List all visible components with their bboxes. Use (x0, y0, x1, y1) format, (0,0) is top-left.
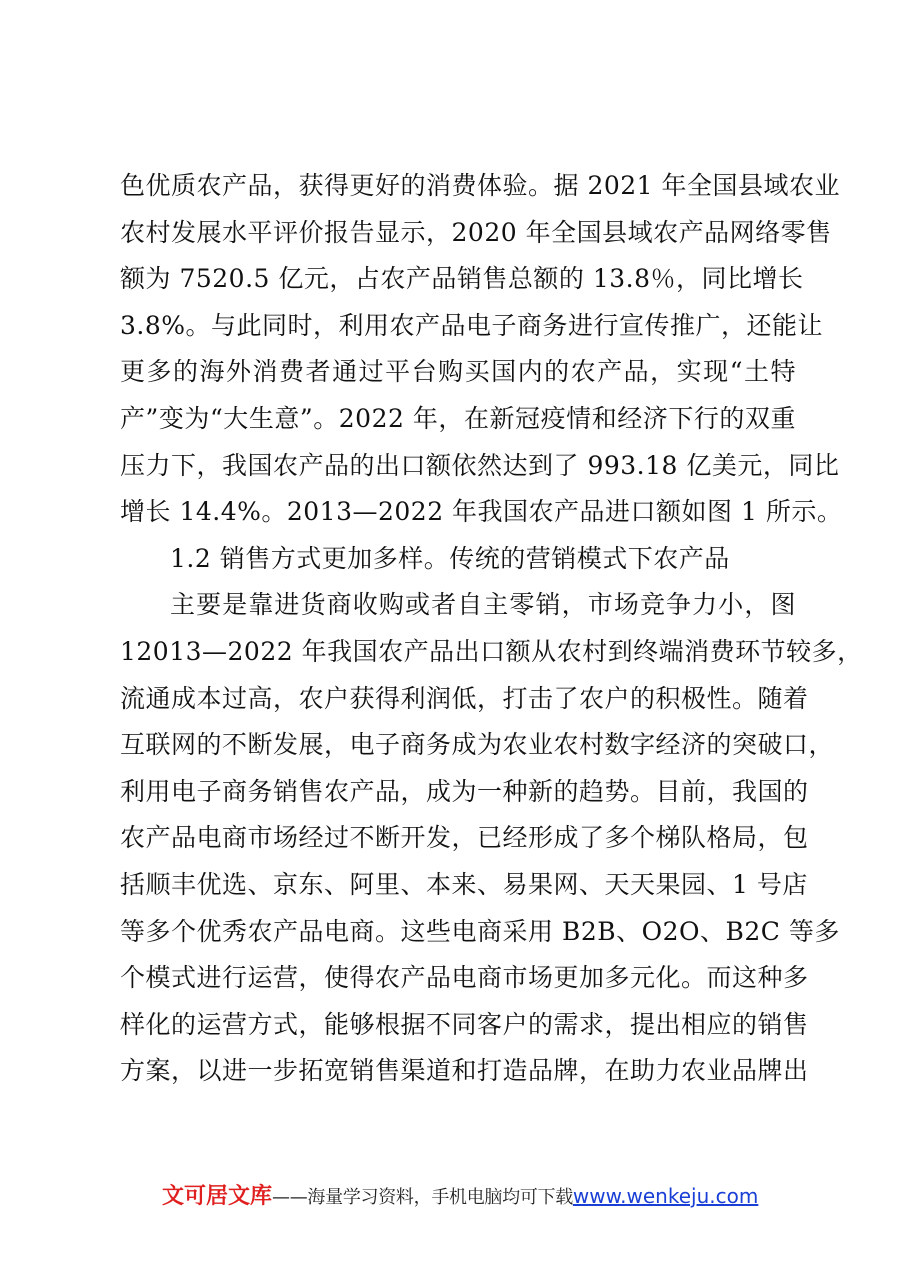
paragraph-line: 方案，以进一步拓宽销售渠道和打造品牌，在助力农业品牌出 (120, 1056, 809, 1085)
paragraph-line: 个模式进行运营，使得农产品电商市场更加多元化。而这种多 (120, 963, 809, 992)
paragraph-line: 农村发展水平评价报告显示，2020 年全国县域农产品网络零售 (120, 218, 832, 247)
paragraph-line: 流通成本过高，农户获得利润低，打击了农户的积极性。随着 (120, 684, 809, 713)
brand-name: 文可居文库 (162, 1184, 273, 1209)
paragraph-line: 括顺丰优选、京东、阿里、本来、易果网、天天果园、1 号店 (120, 870, 808, 899)
paragraph-line: 产”变为“大生意”。2022 年，在新冠疫情和经济下行的双重 (120, 404, 796, 433)
footer-slogan: ——海量学习资料，手机电脑均可下载 (272, 1187, 573, 1208)
paragraph-line: 更多的海外消费者通过平台购买国内的农产品，实现“土特 (120, 357, 796, 386)
paragraph-line: 压力下，我国农产品的出口额依然达到了 993.18 亿美元，同比 (120, 451, 840, 480)
paragraph-line: 3.8%。与此同时，利用农产品电子商务进行宣传推广，还能让 (120, 311, 824, 340)
paragraph-line: 样化的运营方式，能够根据不同客户的需求，提出相应的销售 (120, 1010, 809, 1039)
section-heading: 1.2 销售方式更加多样。传统的营销模式下农产品 (170, 544, 730, 573)
paragraph-line: 利用电子商务销售农产品，成为一种新的趋势。目前，我国的 (120, 777, 809, 806)
paragraph-line: 额为 7520.5 亿元，占农产品销售总额的 13.8％，同比增长 (120, 264, 804, 293)
paragraph-line: 12013—2022 年我国农产品出口额从农村到终端消费环节较多， (120, 637, 863, 666)
paragraph-line: 等多个优秀农产品电商。这些电商采用 B2B、O2O、B2C 等多 (120, 917, 840, 946)
paragraph-line: 农产品电商市场经过不断开发，已经形成了多个梯队格局，包 (120, 823, 809, 852)
website-link[interactable]: www.wenkeju.com (572, 1184, 759, 1208)
paragraph-line: 互联网的不断发展，电子商务成为农业农村数字经济的突破口， (120, 730, 835, 759)
paragraph-line: 增长 14.4%。2013—2022 年我国农产品进口额如图 1 所示。 (120, 497, 843, 526)
paragraph-line: 色优质农产品，获得更好的消费体验。据 2021 年全国县域农业 (120, 171, 841, 200)
footer-banner (162, 1181, 758, 1211)
paragraph-line: 主要是靠进货商收购或者自主零销，市场竞争力小，图 (170, 590, 796, 619)
